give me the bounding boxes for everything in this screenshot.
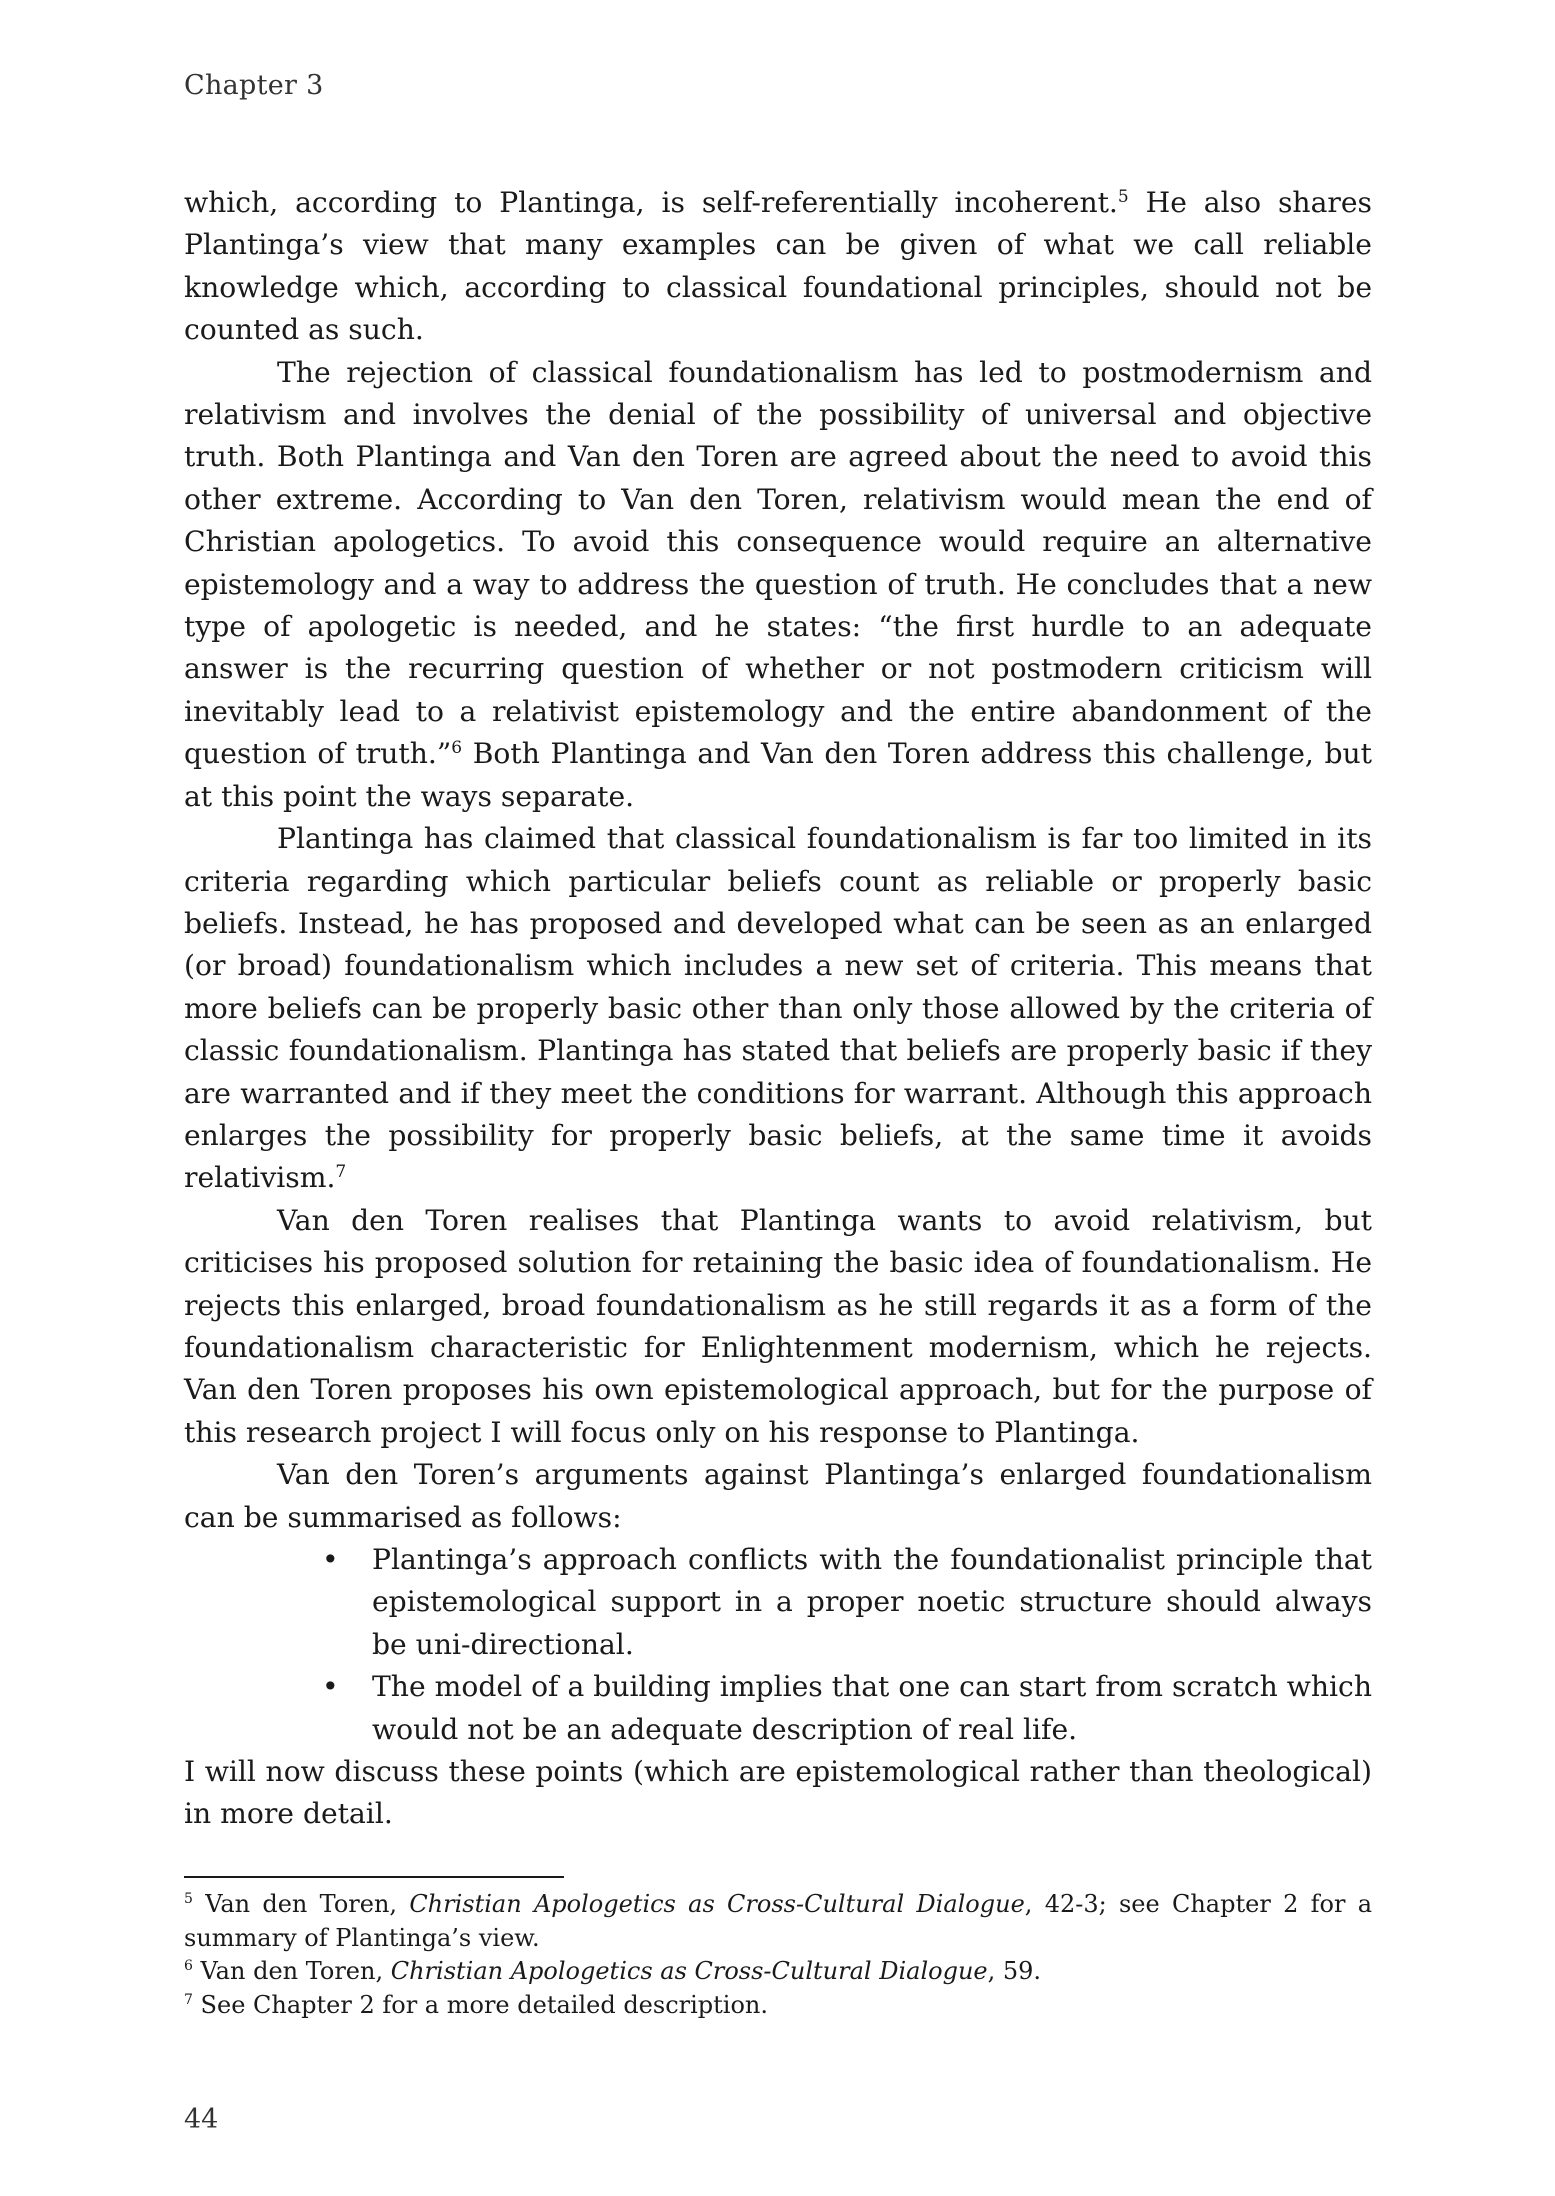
bullet-list: [184, 1539, 1372, 1751]
bullet-icon: •: [322, 1670, 339, 1704]
page-number: 44: [184, 2104, 219, 2135]
paragraph-3-text: Plantinga has claimed that classical foundationalism is far too limited in its criteria regarding which particular beliefs count as reliable or properly basic beliefs. Instead, he has proposed and developed what can be seen as an enlarged (or broad) foundationalism which includes a new set of criteria. This means that more beliefs can be properly basic other than only those allowed by the criteria of classic foundationalism. Plantinga has stated that beliefs are properly basic if they are warranted and if they meet the conditions for warrant. Although this approach enlarges the possibility for properly basic beliefs, at the same time it avoids relativism.: [184, 822, 1372, 1195]
bullet-icon: •: [322, 1543, 339, 1576]
body-text: [184, 182, 1372, 1836]
paragraph-2-text-a: The rejection of classical foundationalism has led to postmodernism and relativism and involves the denial of the possibility of universal and objective truth. Both Plantinga and Van den Toren are agreed about the need to avoid this other extreme. According to Van den Toren, relativism would mean the end of Christian apologetics. To avoid this consequence would require an alternative epistemology and a way to address the question of truth. He concludes that a new type of apologetic is needed, and he states: “the first hurdle to an adequate answer is the recurring question of whether or not postmodern criticism will inevitably lead to a relativist epistemology and the entire abandonment of the question of truth.”: [184, 355, 1372, 771]
paragraph-2: [184, 352, 1372, 818]
list-item-text: Plantinga’s approach conflicts with the foundationalist principle that epistemological support in a proper noetic structure should always be uni-directional.: [372, 1543, 1372, 1661]
footnote-5: [184, 1888, 1372, 1955]
paragraph-6: I will now discuss these points (which are epistemological rather than theological) in more detail.: [184, 1755, 1372, 1831]
footnote-number: 5: [184, 1891, 193, 1907]
footnote-book-title: Christian Apologetics as Cross-Cultural Dialogue: [390, 1957, 988, 1985]
paragraph-1-text-b: He also shares Plantinga’s view that many examples can be given of what we call reliable knowledge which, according to classical foundational principles, should not be counted as such.: [184, 186, 1372, 347]
running-head: Chapter 3: [184, 70, 324, 101]
paragraph-5: Van den Toren’s arguments against Plantinga’s enlarged foundationalism can be summarised as follows:: [184, 1458, 1372, 1534]
paragraph-3: [184, 818, 1372, 1200]
list-item-text: The model of a building implies that one can start from scratch which would not be an adequate description of real life.: [372, 1670, 1372, 1746]
footnotes: [184, 1888, 1372, 2022]
footnote-text: , 42-3; see Chapter 2 for a summary of Plantinga’s view.: [184, 1890, 1373, 1952]
footnote-ref-5[interactable]: 5: [1117, 187, 1129, 207]
footnote-number: 6: [184, 1958, 193, 1974]
footnote-number: 7: [184, 1991, 193, 2008]
footnote-text: , 59.: [987, 1957, 1042, 1985]
list-item: [184, 1666, 1372, 1751]
footnote-text: See Chapter 2 for a more detailed description.: [192, 1990, 769, 2019]
footnote-6: [184, 1955, 1372, 1989]
footnote-ref-6[interactable]: 6: [451, 738, 463, 759]
footnote-ref-7[interactable]: 7: [335, 1162, 347, 1183]
paragraph-4: Van den Toren realises that Plantinga wants to avoid relativism, but criticises his proposed solution for retaining the basic idea of foundationalism. He rejects this enlarged, broad foundationalism as he still regards it as a form of the foundationalism characteristic for Enlightenment modernism, which he rejects. Van den Toren proposes his own epistemological approach, but for the purpose of this research project I will focus only on his response to Plantinga.: [184, 1203, 1372, 1449]
footnote-text: Van den Toren,: [192, 1890, 410, 1918]
paragraph-1-text-a: which, according to Plantinga, is self-referentially incoherent.: [184, 186, 1118, 219]
list-item: [184, 1539, 1372, 1666]
paragraph-1: [184, 182, 1372, 352]
footnote-divider: [184, 1876, 564, 1878]
paragraph-2-text-b: Both Plantinga and Van den Toren address this challenge, but at this point the ways separate.: [184, 737, 1372, 813]
footnote-text: Van den Toren,: [192, 1957, 391, 1985]
footnote-7: [184, 1989, 1372, 2023]
footnote-book-title: Christian Apologetics as Cross-Cultural Dialogue: [409, 1890, 1025, 1918]
